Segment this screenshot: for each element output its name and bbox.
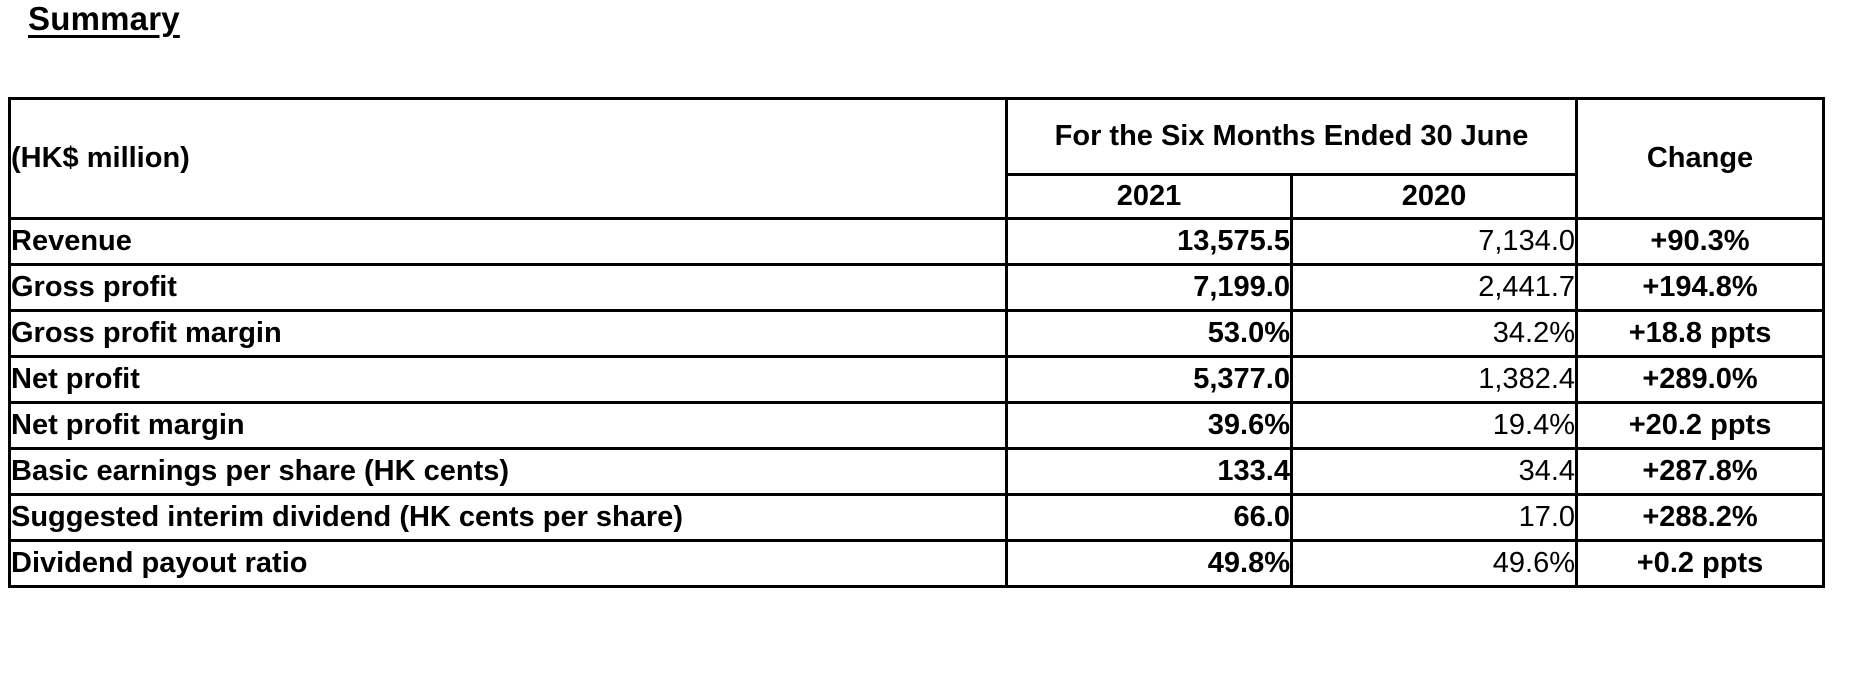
- table-body: [10, 219, 1824, 587]
- table-header-row-top: [10, 99, 1824, 175]
- table-row: [10, 219, 1824, 265]
- row-change: +0.2 ppts: [1577, 541, 1824, 587]
- table-row: [10, 541, 1824, 587]
- table-row: [10, 357, 1824, 403]
- row-value-2020: 34.2%: [1292, 311, 1577, 357]
- row-change: +90.3%: [1577, 219, 1824, 265]
- row-change: +20.2 ppts: [1577, 403, 1824, 449]
- row-value-2020: 1,382.4: [1292, 357, 1577, 403]
- row-label: Dividend payout ratio: [10, 541, 1007, 587]
- header-change-label: Change: [1577, 99, 1824, 219]
- row-value-2021: 13,575.5: [1007, 219, 1292, 265]
- page-title: Summary: [28, 0, 180, 37]
- row-label: Revenue: [10, 219, 1007, 265]
- row-value-2020: 7,134.0: [1292, 219, 1577, 265]
- table-row: [10, 495, 1824, 541]
- row-value-2021: 53.0%: [1007, 311, 1292, 357]
- row-label: Basic earnings per share (HK cents): [10, 449, 1007, 495]
- row-value-2021: 66.0: [1007, 495, 1292, 541]
- row-change: +287.8%: [1577, 449, 1824, 495]
- header-year-2021: 2021: [1007, 175, 1292, 219]
- row-value-2021: 7,199.0: [1007, 265, 1292, 311]
- summary-table-container: [8, 97, 1825, 588]
- table-row: [10, 449, 1824, 495]
- header-unit-label: (HK$ million): [10, 99, 1007, 219]
- row-value-2021: 5,377.0: [1007, 357, 1292, 403]
- table-row: [10, 311, 1824, 357]
- row-change: +289.0%: [1577, 357, 1824, 403]
- header-year-2020: 2020: [1292, 175, 1577, 219]
- table-row: [10, 265, 1824, 311]
- row-label: Gross profit margin: [10, 311, 1007, 357]
- row-value-2020: 34.4: [1292, 449, 1577, 495]
- row-value-2021: 39.6%: [1007, 403, 1292, 449]
- row-label: Gross profit: [10, 265, 1007, 311]
- row-value-2020: 2,441.7: [1292, 265, 1577, 311]
- row-change: +288.2%: [1577, 495, 1824, 541]
- row-value-2021: 49.8%: [1007, 541, 1292, 587]
- row-value-2020: 19.4%: [1292, 403, 1577, 449]
- row-value-2020: 17.0: [1292, 495, 1577, 541]
- table-row: [10, 403, 1824, 449]
- row-change: +194.8%: [1577, 265, 1824, 311]
- summary-table: [8, 97, 1825, 588]
- row-label: Suggested interim dividend (HK cents per share): [10, 495, 1007, 541]
- row-change: +18.8 ppts: [1577, 311, 1824, 357]
- row-value-2021: 133.4: [1007, 449, 1292, 495]
- row-label: Net profit margin: [10, 403, 1007, 449]
- table-header: [10, 99, 1824, 219]
- header-period-label: For the Six Months Ended 30 June: [1007, 99, 1577, 175]
- row-value-2020: 49.6%: [1292, 541, 1577, 587]
- row-label: Net profit: [10, 357, 1007, 403]
